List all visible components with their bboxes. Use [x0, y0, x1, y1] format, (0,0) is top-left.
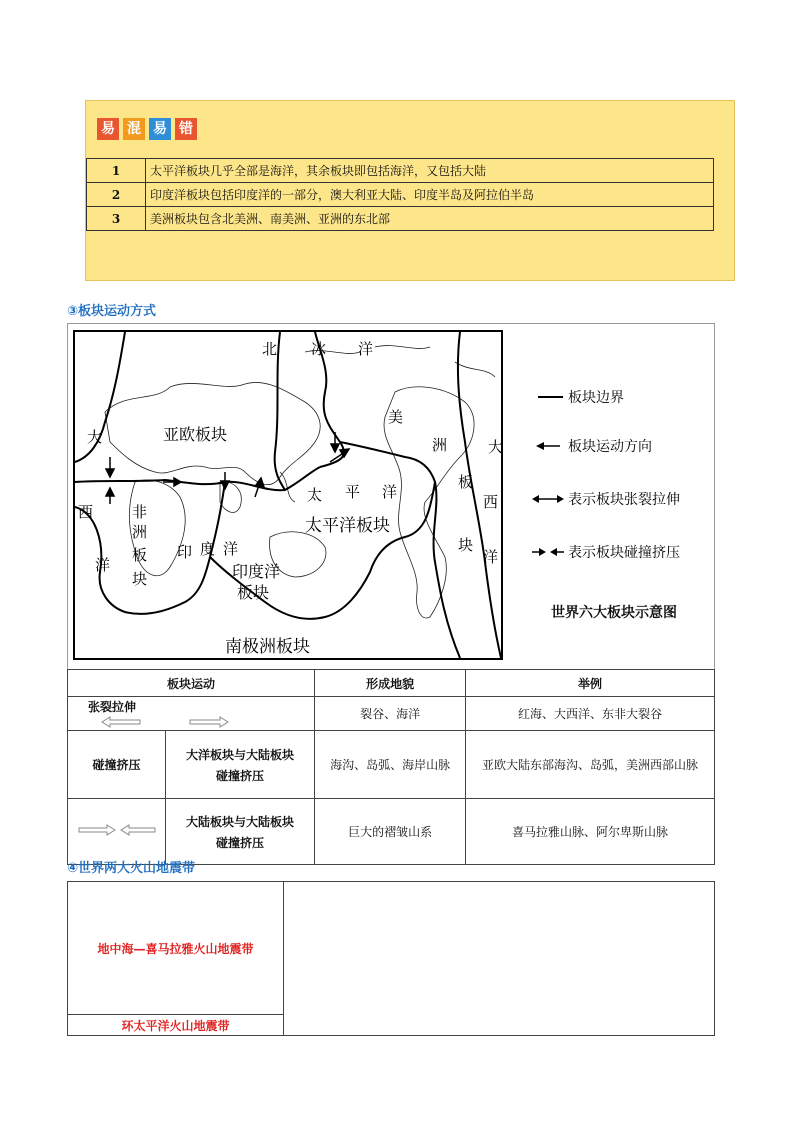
map-label: 西 [78, 503, 94, 521]
map-label-pacific: 太平洋板块 [305, 516, 390, 536]
row-text: 美洲板块包含北美洲、南美洲、亚洲的东北部 [146, 207, 714, 231]
row-text: 印度洋板块包括印度洋的一部分，澳大利亚大陆、印度半岛及阿拉伯半岛 [146, 183, 714, 207]
map-label: 洋 [95, 556, 111, 574]
table-row [87, 207, 714, 231]
table-row [68, 697, 715, 731]
plate-boundaries [75, 332, 504, 658]
map-label: 洲 [132, 523, 148, 541]
badge-3: 易 [149, 118, 171, 140]
sub-type-cell [166, 731, 315, 799]
table-header-row [68, 670, 715, 697]
map-caption: 世界六大板块示意图 [551, 605, 677, 621]
example-cell: 喜马拉雅山脉、阿尔卑斯山脉 [466, 799, 715, 865]
belt-circum-pacific: 环太平洋火山地震带 [68, 1015, 284, 1036]
badge-1: 易 [97, 118, 119, 140]
header-cell: 形成地貌 [315, 670, 466, 697]
row-number: 3 [87, 207, 146, 231]
map-label: 板 [458, 473, 474, 491]
map-label: 洋 [223, 540, 239, 558]
divider [67, 323, 715, 324]
sub-type-cell [166, 799, 315, 865]
sub-type-line: 大陆板块与大陆板块 [186, 814, 295, 829]
map-label: 板 [132, 546, 148, 564]
table-row [68, 731, 715, 799]
map-label: 美 [388, 408, 404, 426]
map-label: 洋 [483, 548, 499, 566]
section3-title: ③板块运动方式 [67, 304, 157, 319]
map-label-indian: 板块 [237, 583, 270, 602]
motion-table [67, 669, 715, 865]
example-cell: 亚欧大陆东部海沟、岛弧，美洲西部山脉 [466, 731, 715, 799]
table-row [87, 159, 714, 183]
map-label: 大 [87, 428, 103, 446]
row-number: 1 [87, 159, 146, 183]
map-placeholder-cell [284, 882, 715, 1036]
map-label: 平 [345, 483, 361, 501]
sub-type-line: 碰撞挤压 [216, 835, 265, 850]
map-label: 度 [200, 540, 216, 558]
section4-title: ④世界两大火山地震带 [67, 861, 196, 876]
volcano-table [67, 881, 715, 1036]
map-label: 块 [132, 570, 148, 588]
header-cell: 举例 [466, 670, 715, 697]
example-cell: 红海、大西洋、东非大裂谷 [466, 697, 715, 731]
map-label: 非 [132, 503, 148, 521]
map-label: 印 [177, 543, 193, 561]
landform-cell: 巨大的褶皱山系 [315, 799, 466, 865]
motion-cell: 碰撞挤压 [68, 731, 166, 799]
plate-map-drawing [75, 332, 504, 658]
map-label: 洋 [358, 340, 374, 358]
map-label-indian: 印度洋 [232, 562, 281, 581]
map-label-antarctic: 南极洲板块 [225, 637, 310, 657]
map-label: 冰 [311, 340, 327, 358]
confuse-box [85, 100, 735, 281]
legend-label: 表示板块张裂拉伸 [568, 492, 680, 508]
row-number: 2 [87, 183, 146, 207]
badge-2: 混 [123, 118, 145, 140]
map-label: 洋 [382, 483, 398, 501]
legend-label: 板块边界 [568, 390, 624, 406]
map-label: 北 [262, 340, 278, 358]
map-label: 块 [458, 536, 474, 554]
map-label: 太 [307, 486, 323, 504]
map-label: 西 [483, 493, 499, 511]
row-text: 太平洋板块几乎全部是海洋，其余板块即包括海洋，又包括大陆 [146, 159, 714, 183]
table-row [68, 882, 715, 1015]
legend-label: 板块运动方向 [568, 439, 652, 455]
map-legend [530, 380, 730, 580]
map-label-eurasia: 亚欧板块 [163, 425, 228, 444]
sub-type-line: 大洋板块与大陆板块 [186, 747, 295, 762]
motion-cell [68, 697, 315, 731]
convergent-hollow-arrows-icon [77, 823, 157, 837]
plate-map [73, 330, 503, 660]
motion-label: 张裂拉伸 [88, 700, 137, 714]
legend-label: 表示板块碰撞挤压 [568, 545, 680, 561]
table-row [68, 799, 715, 865]
table-row [87, 183, 714, 207]
badge-4: 错 [175, 118, 197, 140]
sub-type-line: 碰撞挤压 [216, 768, 265, 783]
header-cell: 板块运动 [68, 670, 315, 697]
map-label: 洲 [432, 436, 448, 454]
divergent-hollow-arrows-icon [100, 715, 230, 729]
landform-cell: 海沟、岛弧、海岸山脉 [315, 731, 466, 799]
belt-mediterranean-himalaya: 地中海—喜马拉雅火山地震带 [68, 882, 284, 1015]
motion-cell [68, 799, 166, 865]
landform-cell: 裂谷、海洋 [315, 697, 466, 731]
confuse-table [86, 158, 714, 231]
divider [67, 323, 68, 669]
map-label: 大 [488, 438, 504, 456]
